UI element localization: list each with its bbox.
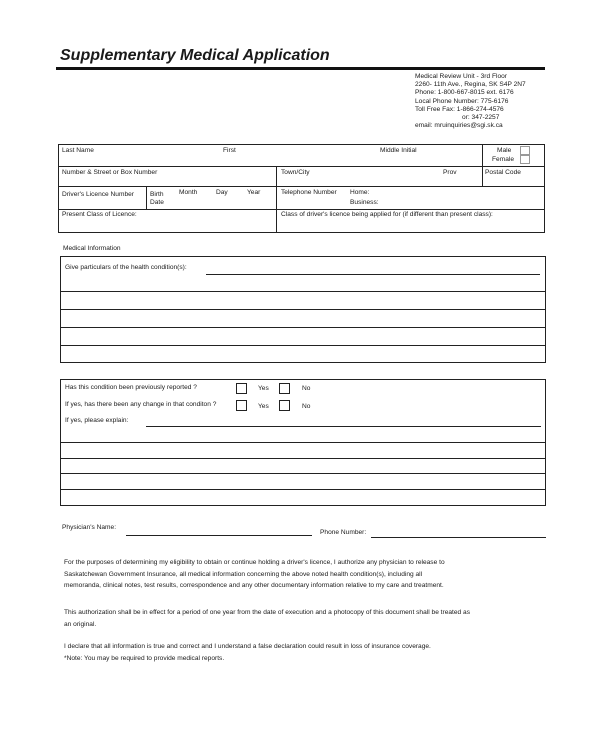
postal-code-field[interactable]: Postal Code (485, 169, 521, 176)
writing-line (60, 458, 546, 459)
prov-field[interactable]: Prov (443, 169, 457, 176)
row-divider (58, 166, 545, 167)
col-divider (146, 186, 147, 209)
conditions-label: Give particulars of the health condition(s): (65, 264, 187, 271)
reported-no-checkbox[interactable] (279, 383, 290, 394)
paragraph-line: memoranda, clinical notes, test results, correspondence and any other documentary information relative to my care and treatment. (64, 582, 444, 589)
physician-phone-label: Phone Number: (320, 529, 367, 536)
writing-line (60, 327, 546, 328)
address-line: or: 347-2257 (462, 114, 500, 122)
writing-line (60, 489, 546, 490)
row-divider (58, 209, 545, 210)
last-name-field[interactable]: Last Name (62, 147, 94, 154)
change-no-checkbox[interactable] (279, 400, 290, 411)
writing-line (60, 442, 546, 443)
telephone-number-label: Telephone Number (281, 189, 337, 196)
paragraph-line: Saskatchewan Government Insurance, all medical information concerning the above noted health condition(s), including all (64, 570, 423, 578)
town-city-field[interactable]: Town/City (281, 169, 310, 176)
writing-line (60, 309, 546, 310)
col-divider (482, 144, 483, 166)
declaration-paragraph (64, 641, 534, 664)
validity-paragraph (64, 607, 534, 630)
address-line: Phone: 1-800-667-8015 ext. 6176 (415, 89, 514, 97)
physician-phone-line[interactable] (371, 537, 546, 538)
reported-yes-label: Yes (258, 385, 269, 392)
paragraph-line: I declare that all information is true and correct and I understand a false declaration could result in loss of insurance coverage. (64, 643, 431, 650)
birth-year-field[interactable]: Year (247, 189, 261, 196)
present-class-field[interactable]: Present Class of Licence: (62, 211, 137, 218)
mailing-address (415, 73, 526, 130)
explain-label: If yes, please explain: (65, 417, 129, 424)
paragraph-line: an original. (64, 620, 97, 628)
writing-line (60, 291, 546, 292)
form-title: Supplementary Medical Application (60, 47, 330, 64)
medical-info-heading: Medical Information (63, 245, 121, 252)
class-applied-field[interactable]: Class of driver's licence being applied for (if different than present class): (281, 211, 493, 218)
middle-initial-field[interactable]: Middle Initial (380, 147, 417, 154)
writing-line (60, 345, 546, 346)
birth-day-field[interactable]: Day (216, 189, 228, 196)
birth-label: Birth (150, 191, 164, 198)
row-divider (58, 186, 545, 187)
address-line: Toll Free Fax: 1-866-274-4576 (415, 105, 504, 113)
date-label: Date (150, 199, 164, 206)
col-divider (276, 166, 277, 233)
physician-name-line[interactable] (126, 535, 312, 536)
female-checkbox[interactable] (520, 155, 530, 164)
change-yes-label: Yes (258, 403, 269, 410)
birth-month-field[interactable]: Month (179, 189, 198, 196)
note-line: *Note: You may be required to provide medical reports. (64, 654, 225, 662)
address-line: Medical Review Unit - 3rd Floor (415, 73, 507, 80)
reported-yes-checkbox[interactable] (236, 383, 247, 394)
change-no-label: No (302, 403, 311, 410)
writing-line (206, 274, 540, 275)
explain-line[interactable] (146, 426, 541, 427)
street-field[interactable]: Number & Street or Box Number (62, 169, 158, 176)
reported-no-label: No (302, 385, 311, 392)
change-yes-checkbox[interactable] (236, 400, 247, 411)
authorization-paragraph (64, 557, 534, 592)
home-phone-field[interactable]: Home: (350, 189, 370, 196)
col-divider (482, 166, 483, 186)
first-name-field[interactable]: First (223, 147, 236, 154)
change-question: If yes, has there been any change in that conditon ? (65, 401, 217, 408)
paragraph-line: This authorization shall be in effect for a period of one year from the date of execution and a photocopy of this document shall be treated as (64, 609, 471, 616)
male-label: Male (497, 147, 512, 154)
writing-line (60, 473, 546, 474)
address-line: 2260- 11th Ave., Regina, SK S4P 2N7 (415, 81, 526, 89)
male-checkbox[interactable] (520, 146, 530, 155)
physician-name-label: Physician's Name: (62, 524, 117, 531)
address-line: Local Phone Number: 775-6176 (415, 97, 509, 105)
previously-reported-question: Has this condition been previously reported ? (65, 384, 197, 391)
business-phone-field[interactable]: Business: (350, 199, 379, 206)
female-label: Female (492, 156, 514, 163)
title-rule (56, 67, 545, 70)
address-line: email: mruinquiries@sgi.sk.ca (415, 122, 503, 130)
licence-number-field[interactable]: Driver's Licence Number (62, 191, 134, 198)
paragraph-line: For the purposes of determining my eligibility to obtain or continue holding a driver's licence, I authorize any physician to release to (64, 559, 445, 566)
